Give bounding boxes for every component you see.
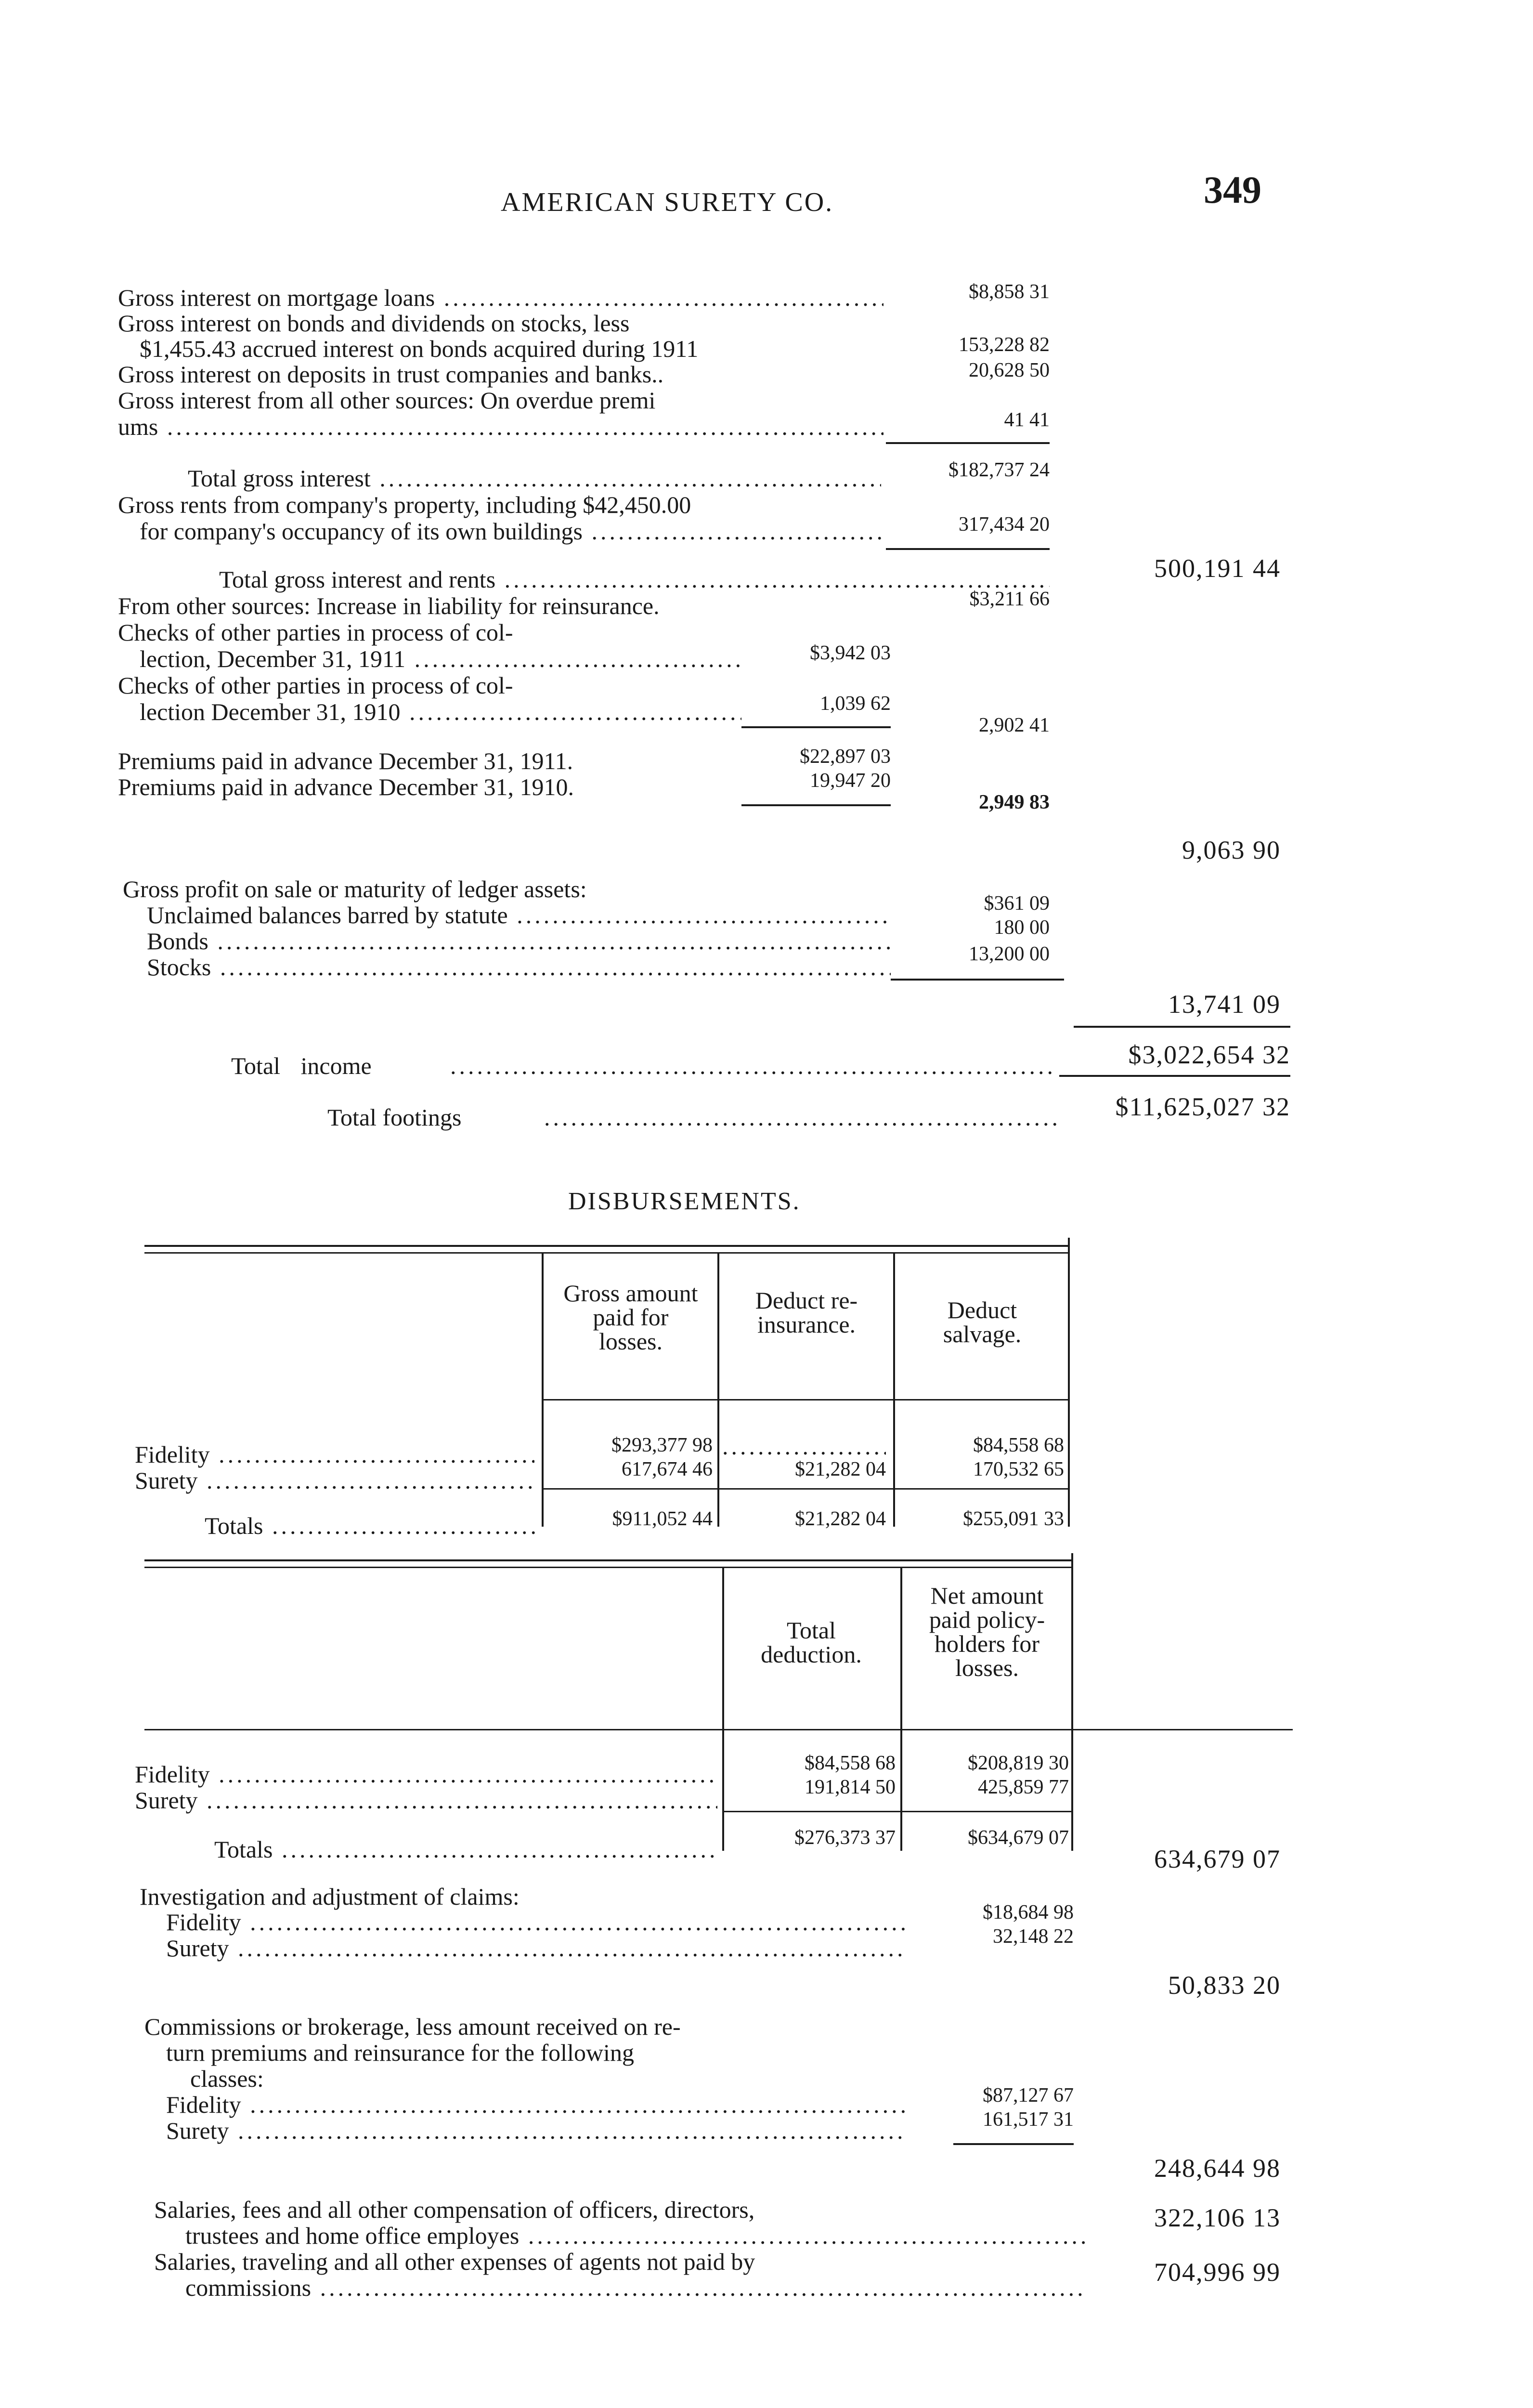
other-sources-total: 9,063 90 xyxy=(1182,836,1281,864)
table2-top-rule xyxy=(144,1559,1071,1561)
premiums-1911-value: $22,897 03 xyxy=(800,746,891,768)
profit-total: 13,741 09 xyxy=(1168,990,1281,1019)
table1-fidelity-reinsurance xyxy=(722,1433,886,1460)
table1-surety-gross: 617,674 46 xyxy=(622,1458,713,1480)
rule xyxy=(1074,1026,1290,1028)
salaries-officers-value: 322,106 13 xyxy=(1154,2203,1281,2232)
profit-unclaimed-label: Unclaimed balances barred by statute ..... xyxy=(147,902,891,929)
bonds-label-line2: $1,455.43 accrued interest on bonds acquired during 1911 xyxy=(140,335,699,362)
profit-stocks-label: Stocks ..... xyxy=(147,954,891,981)
table2-header-total-deduction: Total deduction. xyxy=(761,1617,862,1668)
investigation-surety-label: Surety ..... xyxy=(166,1935,905,1962)
table1-header-reinsurance: Deduct re-insurance. xyxy=(755,1287,858,1338)
rents-value: 317,434 20 xyxy=(959,513,1050,536)
checks1-value: $3,942 03 xyxy=(810,642,891,664)
table1-totals-rule xyxy=(542,1488,1070,1490)
checks1-line1: Checks of other parties in process of col- xyxy=(118,619,513,646)
checks2-value: 1,039 62 xyxy=(820,693,891,715)
table2-totals-rule xyxy=(722,1811,1073,1812)
disbursements-title: DISBURSEMENTS. xyxy=(568,1188,801,1215)
profit-bonds-value: 180 00 xyxy=(994,916,1050,939)
commissions-line1: Commissions or brokerage, less amount received on re- xyxy=(144,2013,681,2040)
rule xyxy=(741,726,891,728)
total-footings-leader xyxy=(544,1104,1059,1131)
rents-label-line1: Gross rents from company's property, including $42,450.00 xyxy=(118,491,691,518)
table1-fidelity-salvage: $84,558 68 xyxy=(973,1434,1064,1456)
table2-header-rule-ext xyxy=(1071,1729,1293,1730)
table1-top-rule xyxy=(144,1245,1069,1247)
table2-header-net-amount: Net amount paid policy-holders for losses. xyxy=(929,1582,1045,1681)
total-interest-rents-value: 500,191 44 xyxy=(1154,554,1281,583)
total-interest-value: $182,737 24 xyxy=(948,459,1050,481)
table1-surety-salvage: 170,532 65 xyxy=(973,1458,1064,1480)
investigation-heading: Investigation and adjustment of claims: xyxy=(140,1883,520,1910)
commissions-surety-label: Surety ..... xyxy=(166,2117,905,2144)
table1-top-rule2 xyxy=(144,1252,1069,1254)
other-interest-value: 41 41 xyxy=(1004,409,1050,431)
premiums-net-value: 2,949 83 xyxy=(979,791,1050,813)
salaries-agents-line1: Salaries, traveling and all other expenses of agents not paid by xyxy=(154,2248,755,2275)
table2-surety-net: 425,859 77 xyxy=(978,1776,1069,1798)
table2-row-surety-label: Surety ..... xyxy=(135,1787,717,1814)
table2-col-line xyxy=(900,1567,902,1851)
table1-header-rule xyxy=(542,1399,1070,1400)
page-title: AMERICAN SURETY CO. xyxy=(501,187,834,217)
investigation-fidelity-label: Fidelity ..... xyxy=(166,1909,905,1936)
table1-totals-label: Totals ..... xyxy=(205,1512,537,1539)
total-income-value: $3,022,654 32 xyxy=(1128,1040,1290,1069)
commissions-fidelity-value: $87,127 67 xyxy=(983,2084,1074,2107)
investigation-fidelity-value: $18,684 98 xyxy=(983,1901,1074,1924)
profit-bonds-label: Bonds ..... xyxy=(147,928,891,955)
premiums-1910-label: Premiums paid in advance December 31, 1910. xyxy=(118,773,574,800)
total-income-leader xyxy=(450,1052,1052,1079)
table1-fidelity-gross: $293,377 98 xyxy=(611,1434,713,1456)
table1-row-fidelity-label: Fidelity ..... xyxy=(135,1441,534,1468)
checks2-line1: Checks of other parties in process of col- xyxy=(118,672,513,699)
table1-col-line xyxy=(542,1252,544,1527)
rule xyxy=(953,2143,1074,2145)
rule xyxy=(1059,1075,1290,1077)
rule xyxy=(886,548,1050,550)
table2-header-rule xyxy=(144,1729,1071,1730)
premiums-1911-label: Premiums paid in advance December 31, 1911. xyxy=(118,747,573,774)
rents-label-line2: for company's occupancy of its own buildings ..... xyxy=(140,518,881,545)
table2-top-rule2 xyxy=(144,1567,1071,1568)
bonds-label-line1: Gross interest on bonds and dividends on stocks, less xyxy=(118,310,630,337)
investigation-total: 50,833 20 xyxy=(1168,1971,1281,2000)
table2-totals-label: Totals ..... xyxy=(214,1836,717,1863)
bonds-value: 153,228 82 xyxy=(959,334,1050,356)
losses-carried-total: 634,679 07 xyxy=(1154,1845,1281,1873)
table2-surety-deduction: 191,814 50 xyxy=(805,1776,896,1798)
table1-col-line xyxy=(893,1252,895,1527)
total-interest-rents-label: Total gross interest and rents ..... xyxy=(219,566,1050,593)
table2-col-line xyxy=(1071,1553,1073,1851)
reinsurance-label: From other sources: Increase in liability for reinsurance. xyxy=(118,592,660,619)
profit-stocks-value: 13,200 00 xyxy=(969,943,1050,965)
mortgage-label: Gross interest on mortgage loans ..... xyxy=(118,284,883,311)
rule xyxy=(741,804,891,806)
total-footings-value: $11,625,027 32 xyxy=(1115,1092,1290,1121)
investigation-surety-value: 32,148 22 xyxy=(993,1925,1074,1948)
total-income-label: Total income xyxy=(231,1052,372,1079)
salaries-officers-line2: trustees and home office employes ..... xyxy=(185,2222,1086,2249)
table1-totals-salvage: $255,091 33 xyxy=(963,1508,1064,1530)
table2-fidelity-deduction: $84,558 68 xyxy=(805,1752,896,1774)
table1-col-line xyxy=(1068,1238,1070,1527)
total-footings-label: Total footings xyxy=(327,1104,462,1131)
table2-totals-net: $634,679 07 xyxy=(968,1827,1069,1849)
table1-row-surety-label: Surety ..... xyxy=(135,1467,534,1494)
table1-header-salvage: Deduct salvage. xyxy=(943,1296,1022,1348)
commissions-surety-value: 161,517 31 xyxy=(983,2108,1074,2131)
other-interest-line2: ums ..... xyxy=(118,413,883,440)
table2-totals-deduction: $276,373 37 xyxy=(794,1827,896,1849)
premiums-1910-value: 19,947 20 xyxy=(810,770,891,792)
table1-totals-gross: $911,052 44 xyxy=(612,1508,713,1530)
page-number: 349 xyxy=(1204,169,1261,211)
table2-fidelity-net: $208,819 30 xyxy=(968,1752,1069,1774)
profit-unclaimed-value: $361 09 xyxy=(984,892,1050,915)
reinsurance-value: $3,211 66 xyxy=(969,588,1050,610)
checks2-line2: lection December 31, 1910 ..... xyxy=(140,698,741,725)
table1-header-gross: Gross amount paid for losses. xyxy=(563,1280,698,1355)
checks-net-value: 2,902 41 xyxy=(979,714,1050,736)
profit-heading: Gross profit on sale or maturity of ledger assets: xyxy=(123,876,587,903)
commissions-line2: turn premiums and reinsurance for the following xyxy=(166,2039,634,2066)
deposits-label: Gross interest on deposits in trust companies and banks.. xyxy=(118,361,664,388)
table1-totals-reinsurance: $21,282 04 xyxy=(795,1508,886,1530)
commissions-fidelity-label: Fidelity ..... xyxy=(166,2091,905,2118)
deposits-value: 20,628 50 xyxy=(969,359,1050,381)
commissions-line3: classes: xyxy=(190,2065,264,2092)
commissions-total: 248,644 98 xyxy=(1154,2154,1281,2183)
table2-row-fidelity-label: Fidelity ..... xyxy=(135,1761,717,1788)
table1-surety-reinsurance: $21,282 04 xyxy=(795,1458,886,1480)
mortgage-value: $8,858 31 xyxy=(969,281,1050,303)
table2-col-line xyxy=(722,1567,724,1851)
checks1-line2: lection, December 31, 1911 ..... xyxy=(140,645,741,672)
salaries-agents-value: 704,996 99 xyxy=(1154,2258,1281,2287)
other-interest-line1: Gross interest from all other sources: On overdue premi xyxy=(118,387,656,414)
salaries-officers-line1: Salaries, fees and all other compensation of officers, directors, xyxy=(154,2196,755,2223)
total-interest-label: Total gross interest ..... xyxy=(188,465,881,492)
rule xyxy=(891,979,1064,981)
table1-col-line xyxy=(717,1252,719,1527)
rule xyxy=(886,442,1050,444)
salaries-agents-line2: commissions ..... xyxy=(185,2274,1086,2301)
